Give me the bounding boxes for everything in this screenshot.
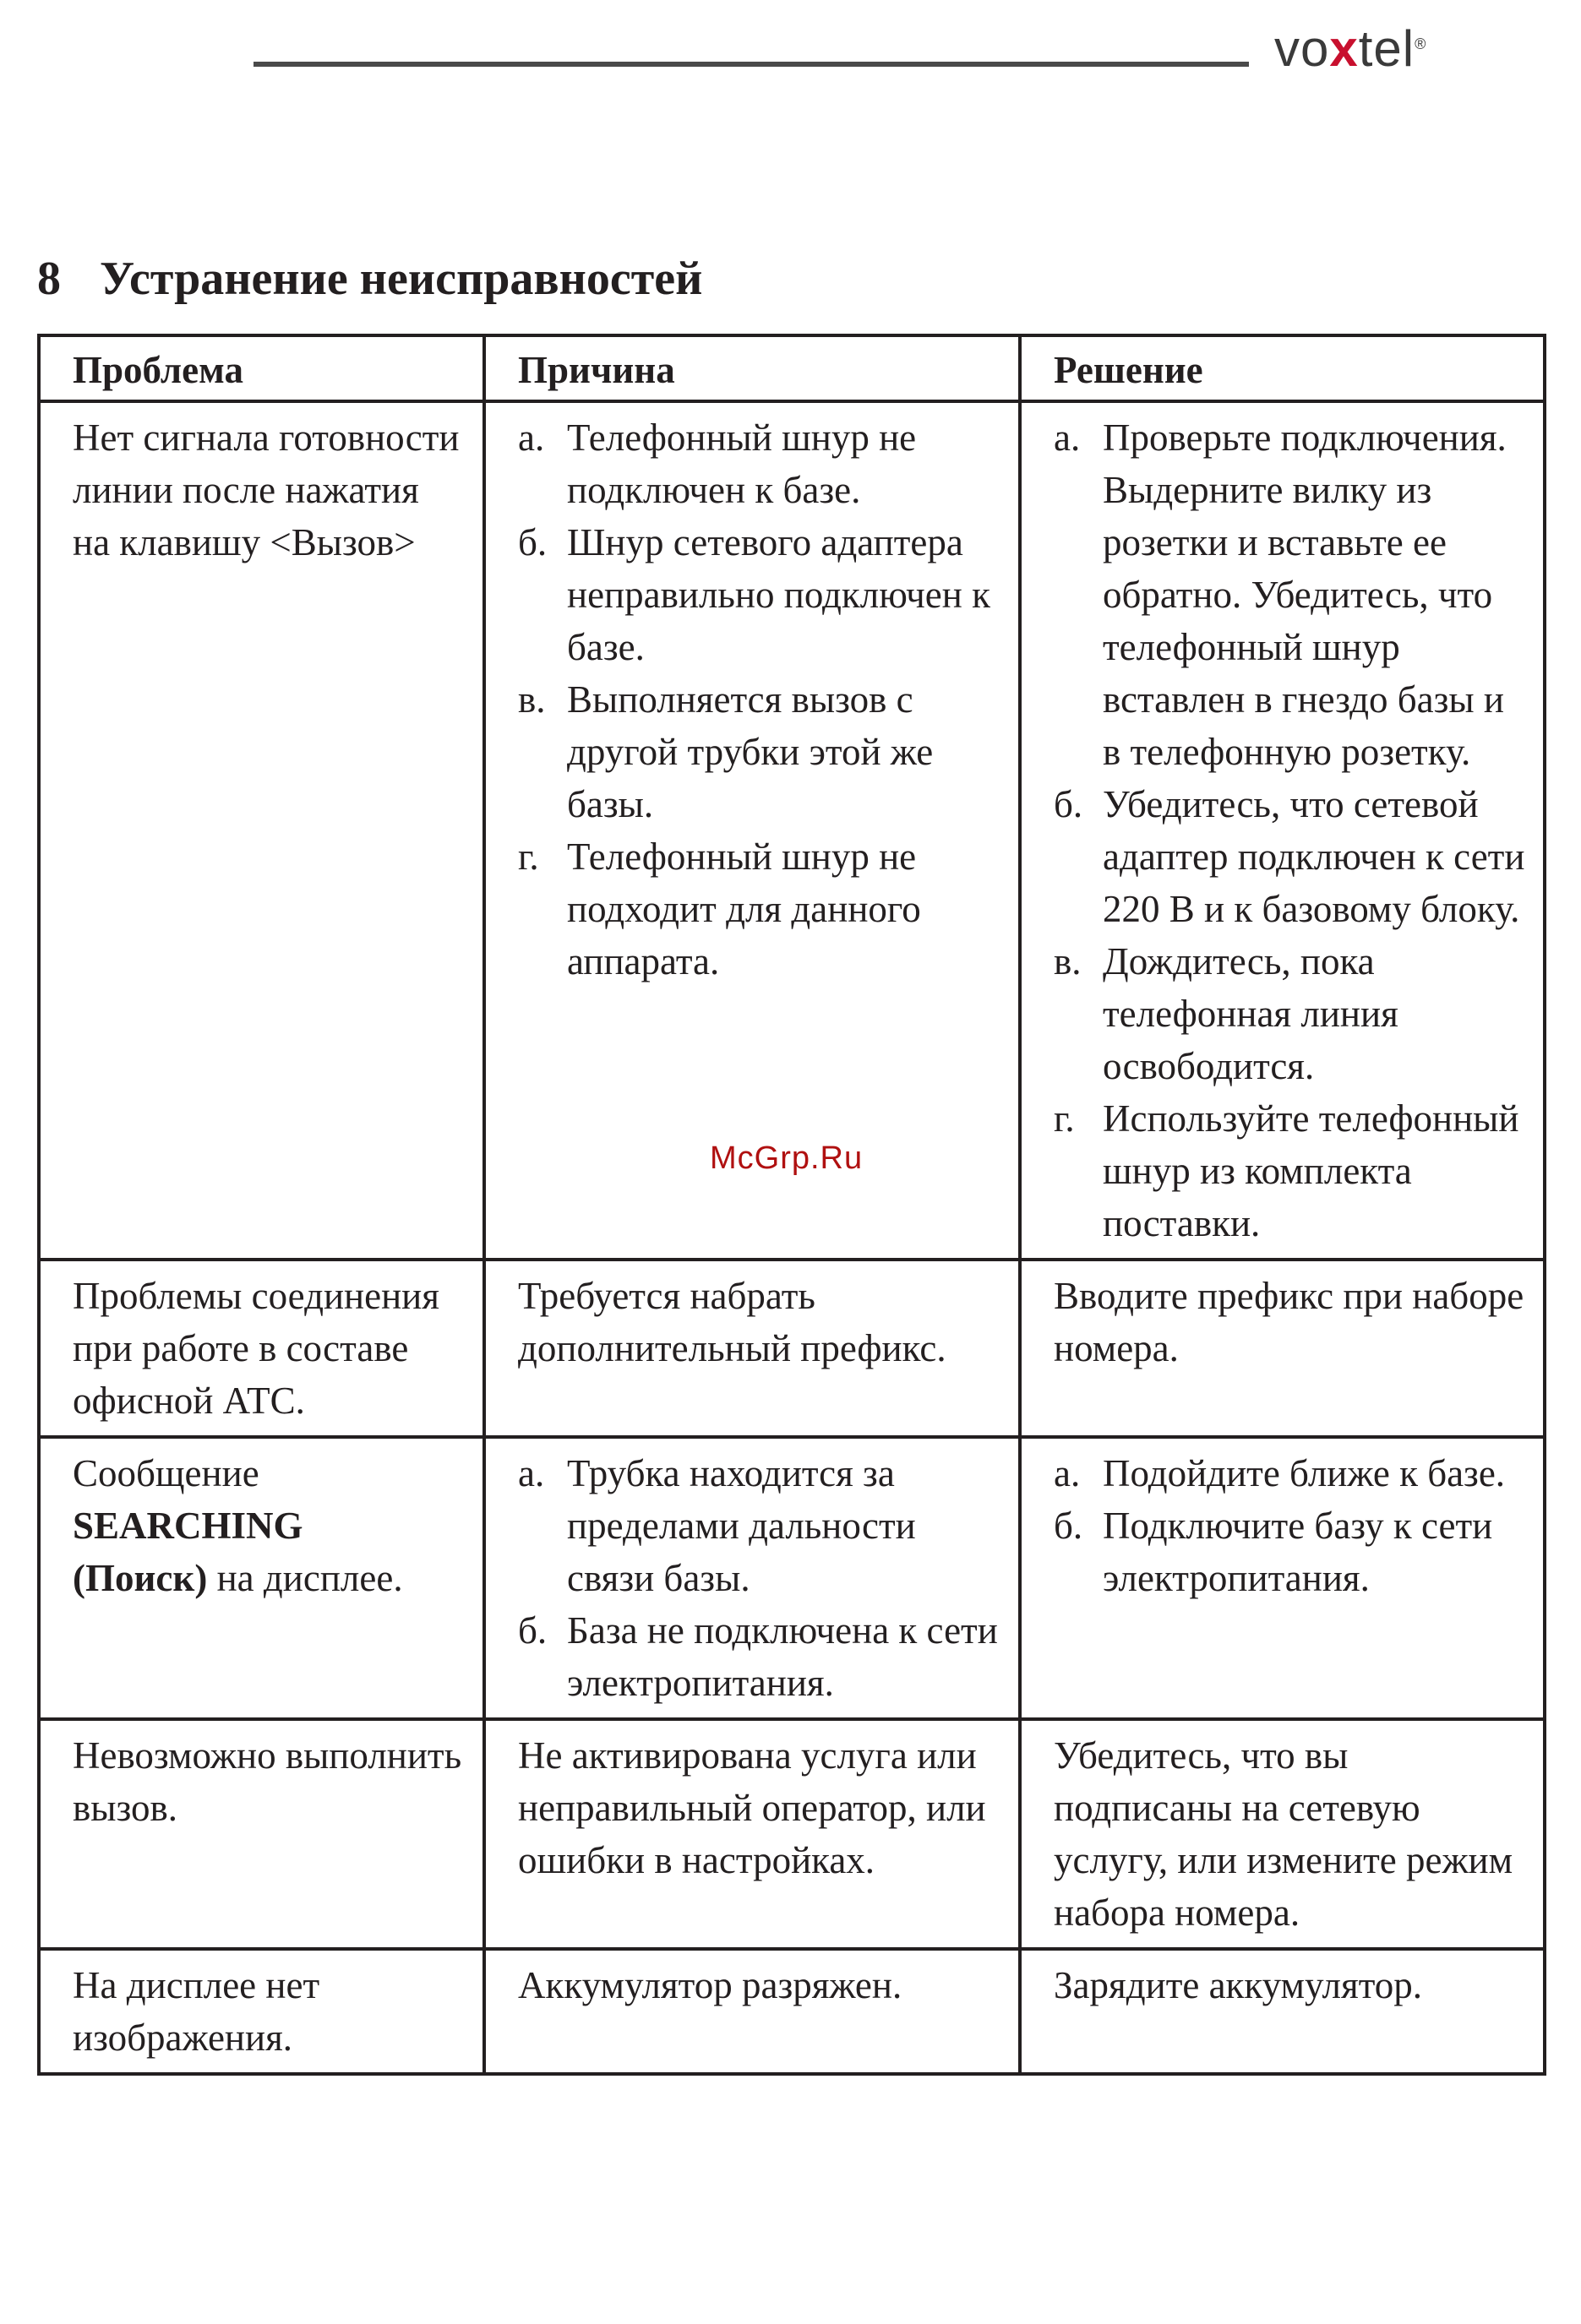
cause-cell: [484, 1437, 1020, 1719]
column-header-cause: Причина: [484, 335, 1020, 401]
voxtel-logo: voxtel®: [1274, 20, 1427, 77]
table-row: [39, 401, 1545, 1260]
searching-code: SEARCHING: [73, 1505, 303, 1547]
problem-cell: Невозможно выполнить вызов.: [39, 1719, 484, 1949]
cause-cell: Аккумулятор разряжен.: [484, 1949, 1020, 2074]
header-rule: [254, 62, 1249, 67]
solution-cell: Вводите префикс при наборе номера.: [1020, 1260, 1545, 1437]
column-header-solution: Решение: [1020, 335, 1545, 401]
list-item: б. Убедитесь, что сетевой адаптер подключен к сети 220 В и к базовому блоку.: [1054, 783, 1525, 930]
table-row: [39, 1260, 1545, 1437]
problem-cell: Нет сигнала готовности линии после нажатия на клавишу <Вызов>: [39, 401, 484, 1260]
list-item: б. База не подключена к сети электропитания.: [518, 1609, 998, 1704]
logo-x-mark: x: [1329, 20, 1359, 77]
cause-cell: [484, 401, 1020, 1260]
solution-cell: Зарядите аккумулятор.: [1020, 1949, 1545, 2074]
list-item: в. Выполняется вызов с другой трубки этой же базы.: [518, 678, 934, 825]
list-item: в. Дождитесь, пока телефонная линия освободится.: [1054, 940, 1398, 1087]
table-row: [39, 1719, 1545, 1949]
list-item: а. Подойдите ближе к базе.: [1054, 1452, 1506, 1494]
list-item: г. Телефонный шнур не подходит для данного аппарата.: [518, 835, 921, 982]
solution-cell: Убедитесь, что вы подписаны на сетевую услугу, или измените режим набора номера.: [1020, 1719, 1545, 1949]
solution-cell: [1020, 401, 1545, 1260]
list-item: а. Трубка находится за пределами дальности связи базы.: [518, 1452, 916, 1599]
table-header-row: [39, 335, 1545, 401]
table-row: [39, 1437, 1545, 1719]
search-term: Поиск: [85, 1557, 195, 1599]
solution-cell: [1020, 1437, 1545, 1719]
list-item: б. Подключите базу к сети электропитания.: [1054, 1505, 1493, 1599]
watermark: McGrp.Ru: [710, 1140, 864, 1176]
list-item: г. Используйте телефонный шнур из комплекта поставки.: [1054, 1097, 1519, 1244]
column-header-problem: Проблема: [39, 335, 484, 401]
section-number: 8: [37, 253, 61, 305]
section-title: [37, 245, 702, 313]
list-item: а. Проверьте подключения. Выдерните вилку из розетки и вставьте ее обратно. Убедитесь, что телефонный шнур вставлен в гнездо базы и в телефонную розетку.: [1054, 416, 1507, 773]
cause-cell: Не активирована услуга или неправильный оператор, или ошибки в настройках.: [484, 1719, 1020, 1949]
table-row: [39, 1949, 1545, 2074]
problem-cell: Сообщение SEARCHING (Поиск) на дисплее.: [39, 1437, 484, 1719]
cause-cell: Требуется набрать дополнительный префикс.: [484, 1260, 1020, 1437]
troubleshooting-table: [37, 334, 1546, 2076]
section-title-text: Устранение неисправностей: [100, 253, 703, 305]
problem-cell: На дисплее нет изображения.: [39, 1949, 484, 2074]
problem-cell: Проблемы соединения при работе в составе офисной АТС.: [39, 1260, 484, 1437]
list-item: а. Телефонный шнур не подключен к базе.: [518, 416, 917, 511]
list-item: б. Шнур сетевого адаптера неправильно подключен к базе.: [518, 521, 990, 668]
